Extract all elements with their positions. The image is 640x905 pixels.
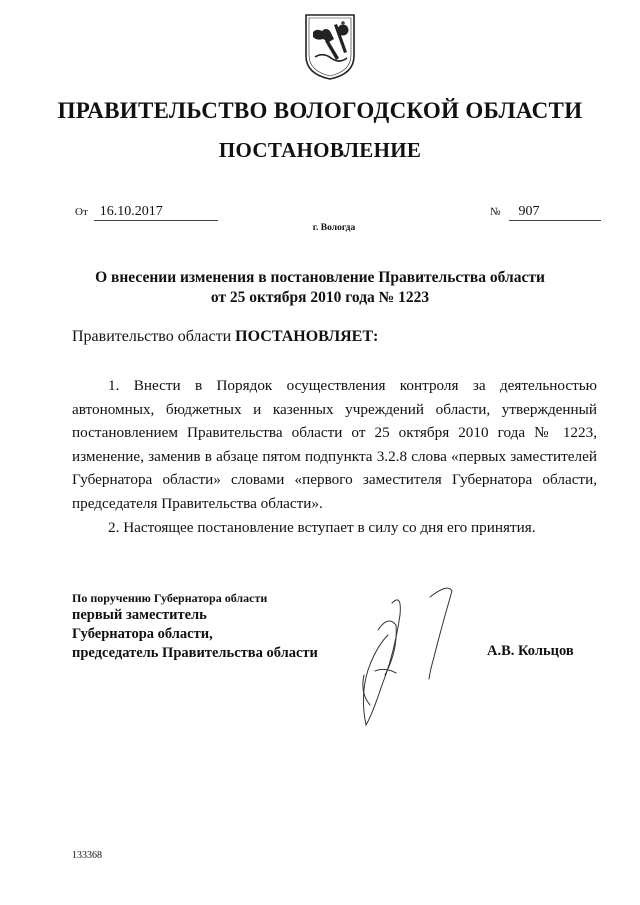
sign-line-1: По поручению Губернатора области <box>72 591 268 605</box>
sign-line-2: первый заместитель <box>72 607 207 623</box>
body-paragraph-1: 1. Внести в Порядок осуществления контроля за деятельностью автономных, бюджетных и казенных учреждений области, утвержденный постановлением Правительства области от 25 октября 2010 года № 1223, изменение, заменив в абзаце пятом подпункта 3.2.8 слова «первых заместителей Губернатора области» словами «первого заместителя Губернатора области, председателя Правительства области». <box>72 377 597 512</box>
number-label: № <box>490 206 501 218</box>
body-paragraph-2: 2. Настоящее постановление вступает в силу со дня его принятия. <box>108 518 536 536</box>
sign-line-4: председатель Правительства области <box>72 645 318 661</box>
coat-of-arms-icon <box>303 12 357 82</box>
signature-position <box>72 590 318 663</box>
sign-line-3: Губернатора области, <box>72 626 213 642</box>
handwritten-signature-icon <box>330 575 480 735</box>
document-date <box>75 204 218 221</box>
document-type: ПОСТАНОВЛЕНИЕ <box>218 138 422 162</box>
resolution-lead <box>72 328 378 346</box>
document-body <box>72 374 597 539</box>
signer-name: А.В. Кольцов <box>487 643 574 659</box>
subject-line-1: О внесении изменения в постановление Правительства области <box>95 269 545 286</box>
registration-number: 133368 <box>72 850 102 861</box>
document-subject <box>0 268 640 308</box>
date-label: От <box>75 206 88 218</box>
document-number <box>490 204 601 221</box>
city-label: г. Вологда <box>312 223 356 233</box>
subject-line-2: от 25 октября 2010 года № 1223 <box>210 289 430 306</box>
organization-title: ПРАВИТЕЛЬСТВО ВОЛОГОДСКОЙ ОБЛАСТИ <box>57 98 583 123</box>
number-value: 907 <box>509 204 601 221</box>
lead-bold: ПОСТАНОВЛЯЕТ: <box>235 328 379 345</box>
lead-text: Правительство области <box>72 328 236 345</box>
date-value: 16.10.2017 <box>94 204 218 221</box>
